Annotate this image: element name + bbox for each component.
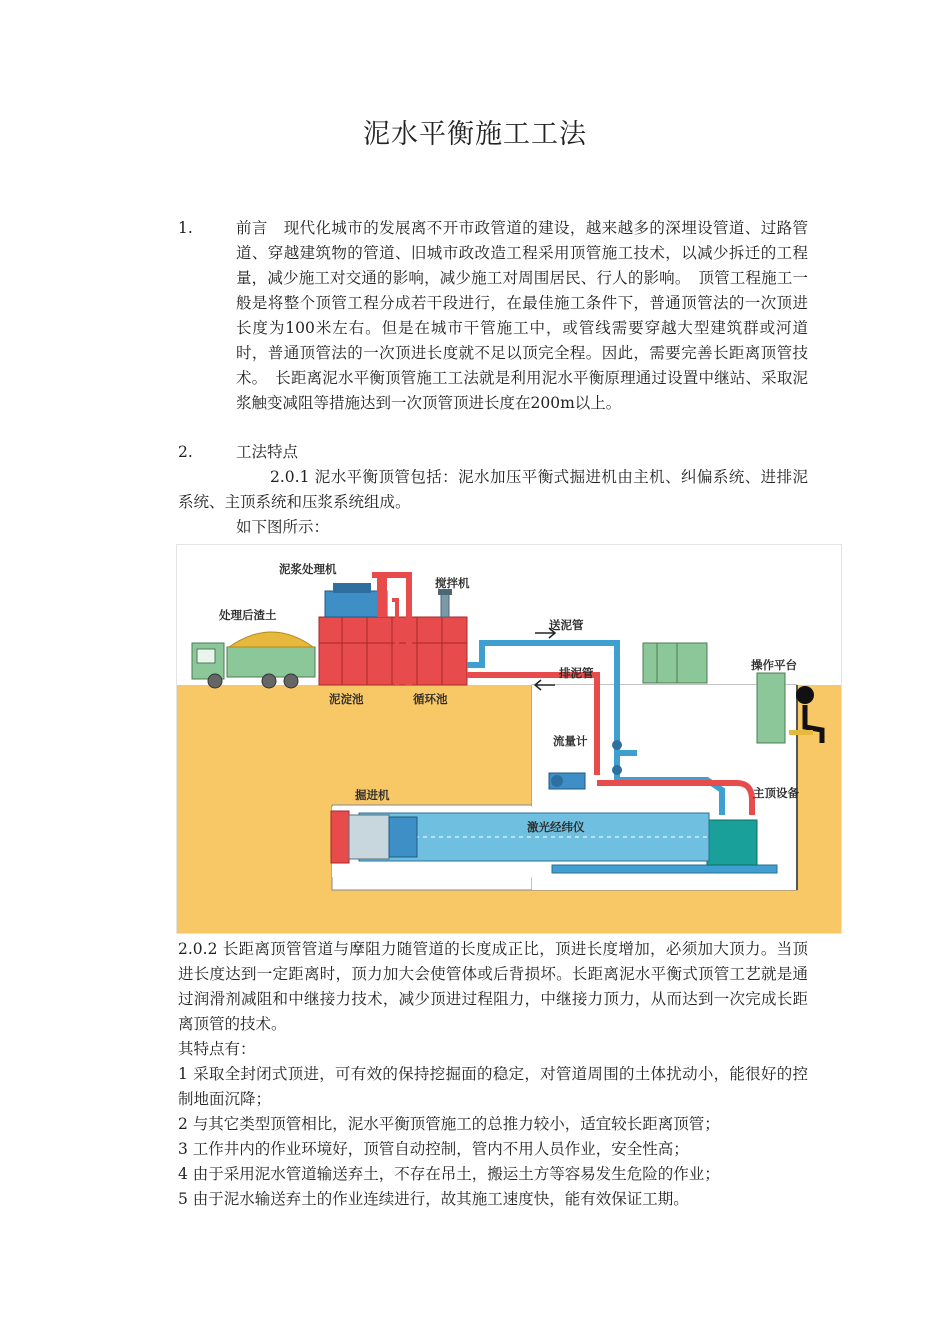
mixer-icon — [438, 589, 452, 617]
feature-item: 3 工作井内的作业环境好，顶管自动控制，管内不用人员作业，安全性高； — [178, 1140, 689, 1158]
label-operation-platform: 操作平台 — [751, 658, 797, 672]
slurry-processor-icon — [325, 575, 387, 617]
label-laser-theodolite: 激光经纬仪 — [527, 820, 585, 834]
generator-icon — [643, 643, 707, 683]
label-discharge-pipe: 排泥管 — [559, 666, 594, 680]
feature-item: 2 与其它类型顶管相比，泥水平衡顶管施工的总推力较小，适宜较长距离顶管； — [178, 1115, 720, 1133]
label-treated-soil: 处理后渣土 — [219, 608, 277, 622]
label-mixer: 搅拌机 — [435, 576, 470, 590]
paragraph-2-0-1: 2.0.1 泥水平衡顶管包括：泥水加压平衡式掘进机由主机、纠偏系统、进排泥系统、主顶系统和压浆系统组成。 — [178, 468, 808, 511]
jacking-rail — [552, 865, 777, 873]
tbm-icon — [331, 811, 417, 863]
feature-item: 1 采取全封闭式顶进，可有效的保持挖掘面的稳定，对管道周围的土体扰动小，能很好的控制地面沉降； — [178, 1065, 808, 1108]
section-2-heading: 工法特点 — [236, 443, 299, 461]
features-heading: 其特点有： — [178, 1040, 256, 1058]
dump-truck-icon — [192, 632, 315, 688]
label-flow-meter: 流量计 — [553, 734, 588, 748]
label-main-jack: 主顶设备 — [753, 786, 799, 800]
main-jack-icon — [707, 820, 757, 865]
tanks — [319, 617, 467, 685]
figure-intro: 如下图所示： — [236, 518, 330, 536]
label-settling-tank: 泥淀池 — [329, 692, 364, 706]
feature-item: 5 由于泥水输送弃土的作业连续进行，故其施工速度快，能有效保证工期。 — [178, 1190, 689, 1208]
slurry-balance-diagram — [176, 544, 842, 934]
label-tbm: 掘进机 — [355, 788, 390, 802]
paragraph-2-0-2: 2.0.2 长距离顶管管道与摩阻力随管道的长度成正比，顶进长度增加，必须加大顶力。当顶进长度达到一定距离时，顶力加大会使管体或后背损坏。长距离泥水平衡式顶管工艺就是通过润滑剂减阻和中继接力技术，减少顶进过程阻力，中继接力顶力，从而达到一次完成长距离顶管的技术。 — [178, 940, 808, 1033]
pump-icon — [549, 773, 585, 789]
section-number: 2. — [178, 443, 193, 461]
label-circulation-tank: 循环池 — [413, 692, 448, 706]
section-1 — [178, 216, 808, 416]
section-1-text: 前言 现代化城市的发展离不开市政管道的建设，越来越多的深埋设管道、过路管道、穿越建筑物的管道、旧城市政改造工程采用顶管施工技术，以减少拆迁的工程量，减少施工对交通的影响，减少施工对周围居民、行人的影响。 顶管工程施工一般是将整个顶管工程分成若干段进行，在最佳施工条件下，普通顶管法的一次顶进长度为100米左右。但是在城市干管施工中，或管线需要穿越大型建筑群或河道时，普通顶管法的一次顶进长度就不足以顶完全程。因此，需要完善长距离顶管技术。 长距离泥水平衡顶管施工工法就是利用泥水平衡原理通过设置中继站、采取泥浆触变减阻等措施达到一次顶管顶进长度在200m以上。 — [236, 219, 808, 412]
section-2 — [178, 440, 808, 465]
label-feed-pipe: 送泥管 — [549, 618, 584, 632]
page-title: 泥水平衡施工工法 — [363, 119, 587, 150]
label-slurry-processor: 泥浆处理机 — [279, 562, 337, 576]
features-list — [178, 1062, 808, 1212]
section-number: 1. — [178, 219, 193, 237]
feature-item: 4 由于采用泥水管道输送弃土，不存在吊土，搬运土方等容易发生危险的作业； — [178, 1165, 720, 1183]
